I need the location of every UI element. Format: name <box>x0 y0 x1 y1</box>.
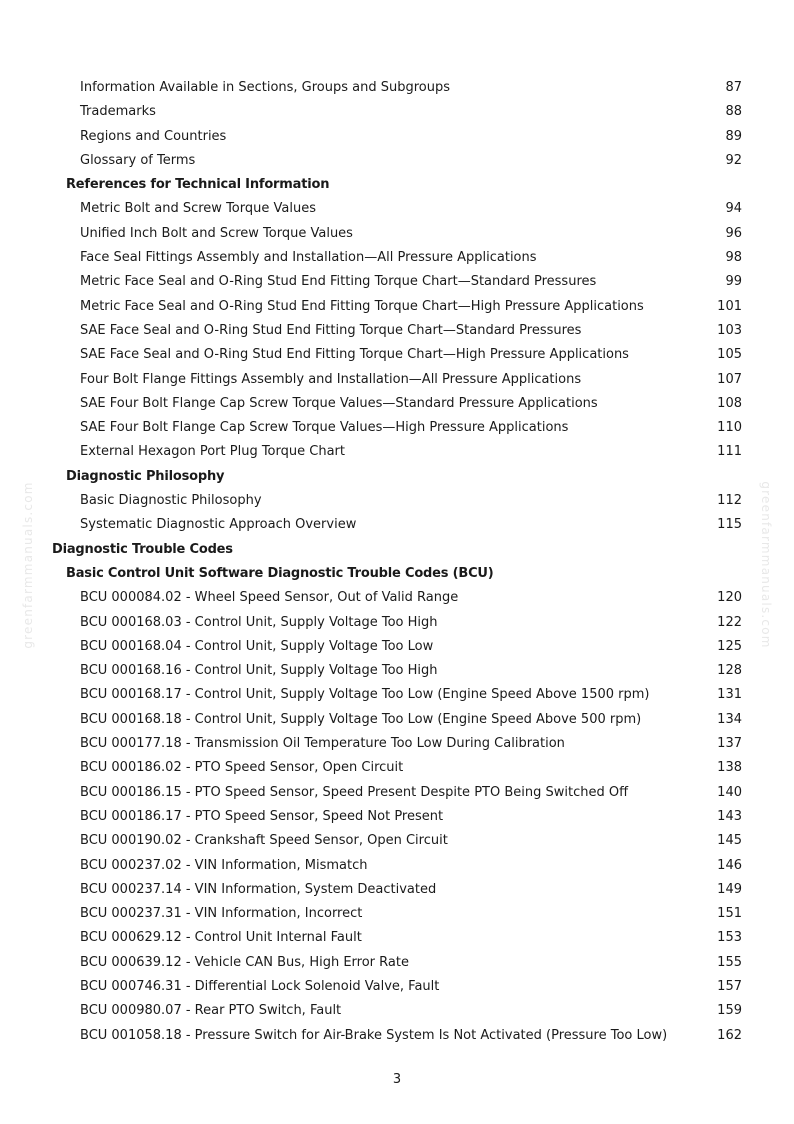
toc-entry-page: 143 <box>717 808 742 824</box>
toc-entry[interactable] <box>0 222 794 246</box>
toc-entry[interactable] <box>0 100 794 124</box>
toc-entry-page: 149 <box>717 881 742 897</box>
toc-entry-page: 112 <box>717 493 742 509</box>
toc-entry[interactable] <box>0 368 794 392</box>
toc-entry-page: 101 <box>717 298 742 314</box>
toc-chapter-heading[interactable] <box>0 538 794 562</box>
toc-entry-page: 128 <box>717 663 742 679</box>
toc-entry-title: Basic Control Unit Software Diagnostic Trouble Codes (BCU) <box>66 565 494 581</box>
toc-entry-title: Diagnostic Philosophy <box>66 468 225 484</box>
toc-entry[interactable] <box>0 270 794 294</box>
toc-entry-title: BCU 000168.17 - Control Unit, Supply Voltage Too Low (Engine Speed Above 1500 rpm) <box>80 687 650 703</box>
toc-entry[interactable] <box>0 76 794 100</box>
toc-entry-title: BCU 000186.02 - PTO Speed Sensor, Open Circuit <box>80 760 404 776</box>
toc-entry-page: 115 <box>717 517 742 533</box>
toc-entry[interactable] <box>0 586 794 610</box>
toc-entry-title: BCU 000177.18 - Transmission Oil Temperature Too Low During Calibration <box>80 736 565 752</box>
toc-entry-title: SAE Four Bolt Flange Cap Screw Torque Values—High Pressure Applications <box>80 420 569 436</box>
toc-entry-title: SAE Face Seal and O-Ring Stud End Fitting Torque Chart—Standard Pressures <box>80 322 582 338</box>
toc-entry-title: BCU 000237.31 - VIN Information, Incorrect <box>80 906 363 922</box>
toc-entry-page: 111 <box>717 444 742 460</box>
toc-entry-page: 88 <box>725 104 742 120</box>
toc-entry-page: 140 <box>717 784 742 800</box>
toc-entry-page: 92 <box>725 152 742 168</box>
toc-entry-title: Face Seal Fittings Assembly and Installation—All Pressure Applications <box>80 250 537 266</box>
toc-entry-page: 108 <box>717 395 742 411</box>
toc-entry-title: BCU 000639.12 - Vehicle CAN Bus, High Error Rate <box>80 954 409 970</box>
toc-entry[interactable] <box>0 440 794 464</box>
toc-entry-page: 105 <box>717 347 742 363</box>
toc-entry-page: 107 <box>717 371 742 387</box>
toc-entry-page: 153 <box>717 930 742 946</box>
toc-entry[interactable] <box>0 829 794 853</box>
toc-entry-title: BCU 000168.18 - Control Unit, Supply Voltage Too Low (Engine Speed Above 500 rpm) <box>80 711 642 727</box>
toc-entry-title: Systematic Diagnostic Approach Overview <box>80 517 357 533</box>
toc-entry-title: BCU 000186.15 - PTO Speed Sensor, Speed Present Despite PTO Being Switched Off <box>80 784 629 800</box>
toc-entry-title: Metric Bolt and Screw Torque Values <box>80 201 316 217</box>
toc-entry[interactable] <box>0 951 794 975</box>
toc-entry-title: BCU 000629.12 - Control Unit Internal Fault <box>80 930 362 946</box>
watermark-left: greenfarmmanuals.com <box>21 481 35 649</box>
toc-entry-page: 125 <box>717 638 742 654</box>
toc-entry-title: Regions and Countries <box>80 128 227 144</box>
toc-entry-title: Trademarks <box>80 104 156 120</box>
toc-entry[interactable] <box>0 1024 794 1048</box>
toc-entry[interactable] <box>0 683 794 707</box>
toc-entry-title: Metric Face Seal and O-Ring Stud End Fitting Torque Chart—High Pressure Applications <box>80 298 644 314</box>
toc-entry-page: 162 <box>717 1027 742 1043</box>
toc-entry-title: BCU 000186.17 - PTO Speed Sensor, Speed Not Present <box>80 808 444 824</box>
toc-entry-page: 145 <box>717 833 742 849</box>
toc-entry-page: 96 <box>725 225 742 241</box>
toc-entry-page: 131 <box>717 687 742 703</box>
toc-entry-title: BCU 000746.31 - Differential Lock Solenoid Valve, Fault <box>80 978 440 994</box>
toc-entry-title: BCU 000237.02 - VIN Information, Mismatch <box>80 857 368 873</box>
toc-entry-page: 134 <box>717 711 742 727</box>
toc-entry[interactable] <box>0 708 794 732</box>
toc-entry-page: 120 <box>717 590 742 606</box>
toc-entry[interactable] <box>0 611 794 635</box>
toc-entry-page: 137 <box>717 736 742 752</box>
toc-entry[interactable] <box>0 392 794 416</box>
toc-entry-title: BCU 000190.02 - Crankshaft Speed Sensor, Open Circuit <box>80 833 448 849</box>
page-number: 3 <box>392 1072 402 1087</box>
toc-entry-title: References for Technical Information <box>66 177 330 193</box>
toc-entry-title: BCU 000168.03 - Control Unit, Supply Voltage Too High <box>80 614 438 630</box>
toc-entry[interactable] <box>0 975 794 999</box>
toc-entry[interactable] <box>0 854 794 878</box>
toc-entry-title: External Hexagon Port Plug Torque Chart <box>80 444 345 460</box>
toc-entry-title: BCU 000168.16 - Control Unit, Supply Voltage Too High <box>80 663 438 679</box>
toc-entry-page: 122 <box>717 614 742 630</box>
toc-entry[interactable] <box>0 416 794 440</box>
toc-entry-title: Diagnostic Trouble Codes <box>52 541 233 557</box>
toc-entry-title: BCU 001058.18 - Pressure Switch for Air-Brake System Is Not Activated (Pressure Too Low) <box>80 1027 668 1043</box>
toc-entry-page: 159 <box>717 1003 742 1019</box>
toc-entry-page: 146 <box>717 857 742 873</box>
table-of-contents <box>0 76 794 1048</box>
toc-entry[interactable] <box>0 197 794 221</box>
toc-entry[interactable] <box>0 756 794 780</box>
toc-entry[interactable] <box>0 878 794 902</box>
toc-entry-page: 99 <box>725 274 742 290</box>
toc-entry-page: 89 <box>725 128 742 144</box>
toc-entry-title: BCU 000980.07 - Rear PTO Switch, Fault <box>80 1003 342 1019</box>
toc-entry-page: 155 <box>717 954 742 970</box>
toc-entry[interactable] <box>0 489 794 513</box>
toc-entry-title: Metric Face Seal and O-Ring Stud End Fitting Torque Chart—Standard Pressures <box>80 274 597 290</box>
toc-entry-page: 98 <box>725 250 742 266</box>
toc-entry[interactable] <box>0 125 794 149</box>
toc-entry-page: 151 <box>717 906 742 922</box>
toc-entry[interactable] <box>0 635 794 659</box>
toc-entry[interactable] <box>0 926 794 950</box>
toc-entry[interactable] <box>0 319 794 343</box>
toc-entry[interactable] <box>0 781 794 805</box>
toc-entry-title: Glossary of Terms <box>80 152 196 168</box>
toc-section-heading[interactable] <box>0 562 794 586</box>
toc-entry-page: 87 <box>725 80 742 95</box>
toc-entry-title: Information Available in Sections, Groups and Subgroups <box>80 80 451 95</box>
toc-entry-page: 94 <box>725 201 742 217</box>
toc-entry[interactable] <box>0 343 794 367</box>
toc-entry-title: BCU 000168.04 - Control Unit, Supply Voltage Too Low <box>80 638 434 654</box>
toc-entry-page: 157 <box>717 978 742 994</box>
toc-entry-page: 110 <box>717 420 742 436</box>
toc-entry[interactable] <box>0 999 794 1023</box>
toc-entry-title: Basic Diagnostic Philosophy <box>80 493 262 509</box>
toc-entry-title: Unified Inch Bolt and Screw Torque Values <box>80 225 353 241</box>
toc-entry[interactable] <box>0 149 794 173</box>
toc-entry[interactable] <box>0 513 794 537</box>
toc-entry[interactable] <box>0 659 794 683</box>
watermark-right: greenfarmmanuals.com <box>759 481 773 649</box>
toc-entry-page: 138 <box>717 760 742 776</box>
toc-entry-title: SAE Face Seal and O-Ring Stud End Fitting Torque Chart—High Pressure Applications <box>80 347 629 363</box>
toc-entry-title: SAE Four Bolt Flange Cap Screw Torque Values—Standard Pressure Applications <box>80 395 598 411</box>
toc-entry-title: BCU 000084.02 - Wheel Speed Sensor, Out of Valid Range <box>80 590 459 606</box>
toc-entry[interactable] <box>0 295 794 319</box>
toc-entry[interactable] <box>0 732 794 756</box>
toc-entry-page: 103 <box>717 322 742 338</box>
toc-entry[interactable] <box>0 902 794 926</box>
toc-entry-title: Four Bolt Flange Fittings Assembly and Installation—All Pressure Applications <box>80 371 582 387</box>
toc-entry[interactable] <box>0 805 794 829</box>
toc-section-heading[interactable] <box>0 173 794 197</box>
toc-entry[interactable] <box>0 246 794 270</box>
toc-section-heading[interactable] <box>0 465 794 489</box>
toc-entry-title: BCU 000237.14 - VIN Information, System Deactivated <box>80 881 437 897</box>
